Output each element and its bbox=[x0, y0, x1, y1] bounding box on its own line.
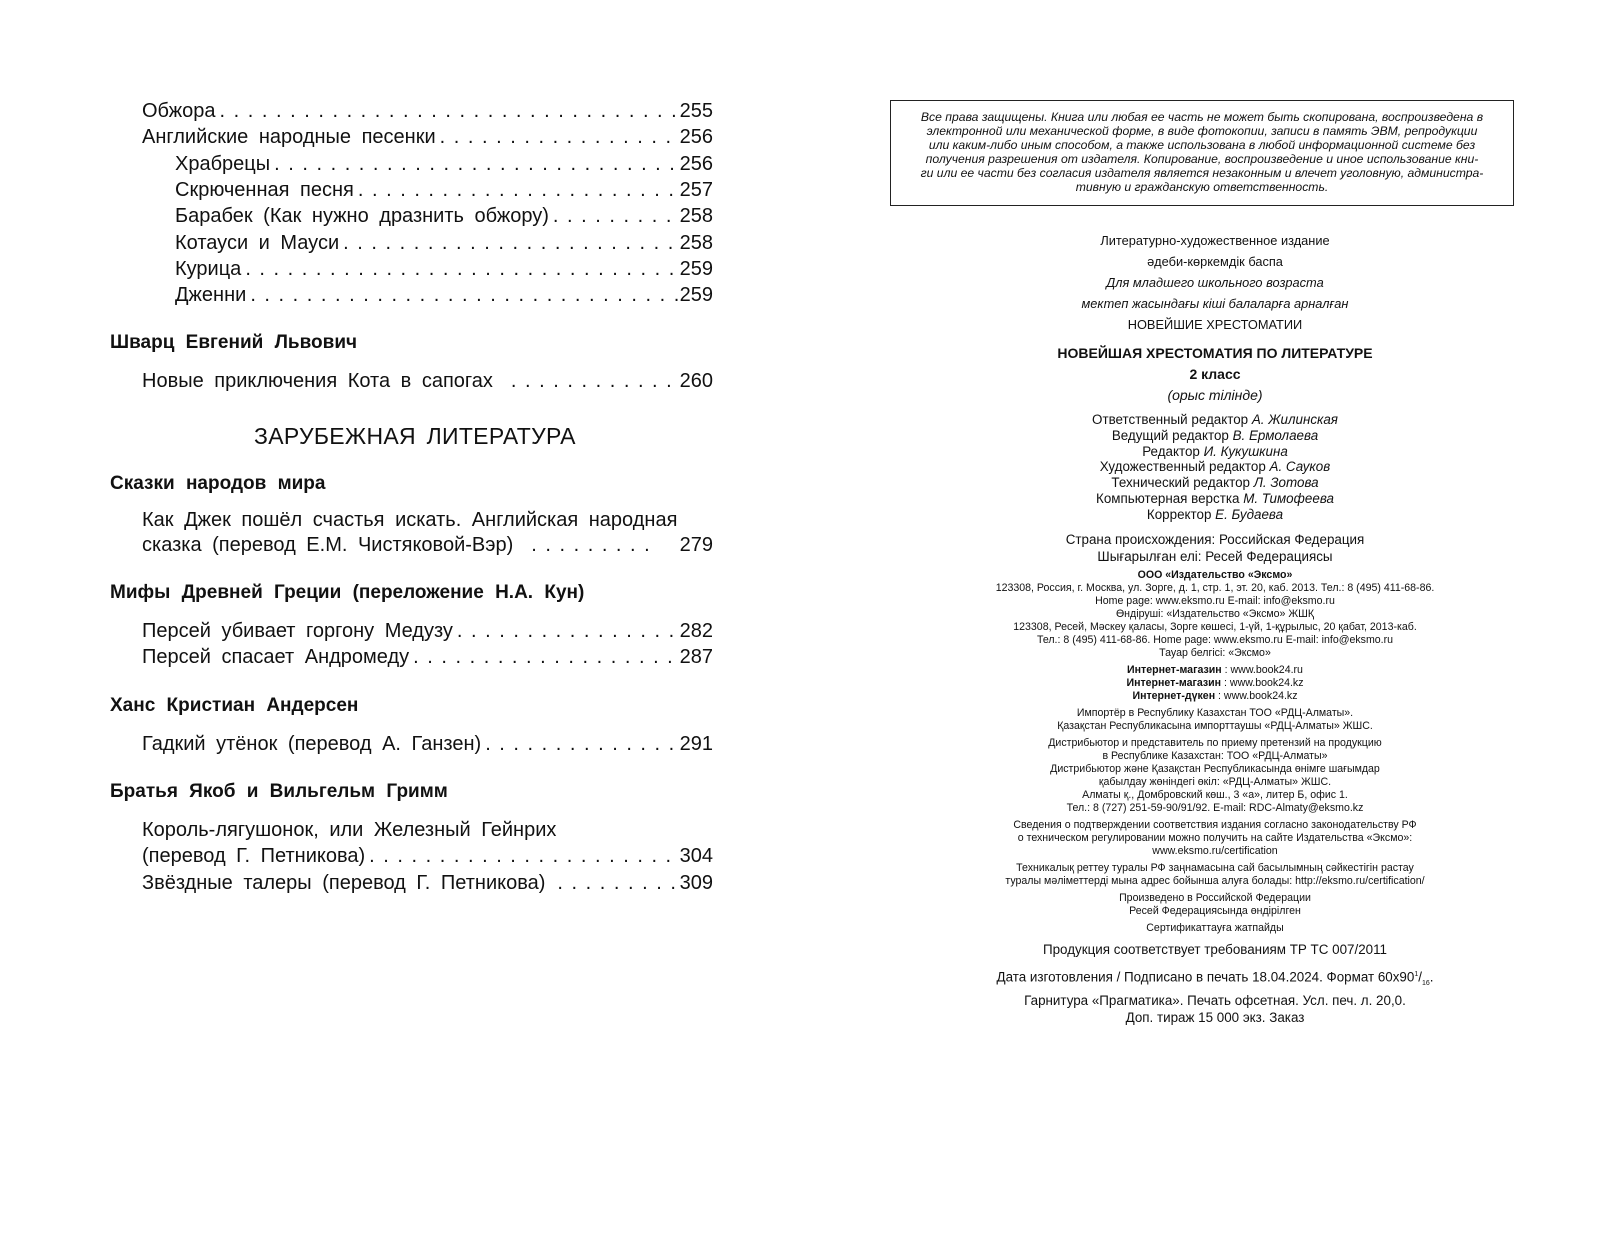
toc-entry-title: Звёздные талеры (перевод Г. Петникова) bbox=[142, 872, 546, 894]
toc-leader bbox=[245, 256, 677, 282]
toc-entry bbox=[175, 177, 713, 203]
copyright-line: тивную и гражданскую ответственность. bbox=[1075, 180, 1329, 194]
toc-entry-title: Котауси и Мауси bbox=[175, 232, 340, 254]
toc-leader bbox=[557, 870, 677, 896]
toc-entry-title: (перевод Г. Петникова) bbox=[142, 845, 366, 867]
toc-entry-title: Обжора bbox=[142, 100, 216, 122]
toc-entry-first-line: Как Джек пошёл счастья искать. Английская народная bbox=[142, 509, 678, 531]
print-line: Доп. тираж 15 000 экз. Заказ bbox=[1125, 1009, 1305, 1025]
toc-entry bbox=[142, 368, 713, 394]
toc-entry-page: 256 bbox=[679, 153, 713, 175]
edition-type: Литературно-художественное издание bbox=[1100, 233, 1330, 248]
toc-entry-page: 258 bbox=[679, 205, 713, 227]
toc-entry-page: 259 bbox=[679, 258, 713, 280]
toc-entry-page: 257 bbox=[679, 179, 713, 201]
print-date-format: Дата изготовления / Подписано в печать 18.04.2024. Формат 60х90 bbox=[996, 969, 1415, 985]
toc-entry bbox=[175, 151, 713, 177]
toc-entry-page: 282 bbox=[679, 620, 713, 642]
toc-leader bbox=[553, 203, 678, 229]
certification-line-kz: туралы мәліметтерді мына адрес бойынша алуға болады: http://eksmo.ru/certification/ bbox=[1005, 874, 1425, 887]
toc-leader bbox=[511, 368, 678, 394]
country-of-origin: Страна происхождения: Российская Федерация bbox=[1065, 531, 1365, 547]
editor-line bbox=[810, 412, 1620, 428]
online-shop-url: : www.book24.kz bbox=[1221, 676, 1304, 689]
distributor-line: қабылдау жөніндегі өкіл: «РДЦ-Алматы» ЖШС. bbox=[1098, 775, 1332, 788]
editor-line bbox=[810, 459, 1620, 475]
editor-name: В. Ермолаева bbox=[1232, 427, 1319, 443]
print-line: Дата изготовления / Подписано в печать 18.04.2024. Формат $60х90^1/_{16}$. bbox=[996, 969, 1434, 987]
toc-entry bbox=[175, 230, 713, 256]
toc-entry bbox=[175, 256, 713, 282]
age-group: Для младшего школьного возраста bbox=[1106, 275, 1324, 290]
toc-leader bbox=[413, 644, 677, 670]
edition-type-kz: әдеби-көркемдік баспа bbox=[1147, 254, 1283, 269]
toc-entry-page: 259 bbox=[679, 284, 713, 306]
online-shop-label: Интернет-магазин bbox=[1127, 663, 1222, 676]
made-in-kz: Ресей Федерациясында өндірілген bbox=[1129, 904, 1301, 917]
print-details bbox=[810, 966, 1620, 1026]
editor-name: М. Тимофеева bbox=[1243, 490, 1334, 506]
online-shop-line bbox=[810, 677, 1620, 690]
editor-name: А. Жилинская bbox=[1251, 412, 1338, 427]
editor-role: Технический редактор bbox=[1111, 475, 1250, 491]
publisher-address-kz: 123308, Ресей, Мәскеу қаласы, Зорге көшесі, 1-үй, 1-құрылыс, 20 қабат, 2013-каб. bbox=[1013, 620, 1417, 633]
country-of-origin-kz: Шығарылған елі: Ресей Федерациясы bbox=[1097, 548, 1333, 564]
toc-entry-page: 258 bbox=[679, 232, 713, 254]
online-shop-line bbox=[810, 690, 1620, 703]
copyright-line: получения разрешения от издателя. Копирование, воспроизведение и иное использование кни- bbox=[925, 152, 1479, 166]
imprint-details bbox=[810, 230, 1620, 1026]
certification-line: о техническом регулировании можно получить на сайте Издательства «Эксмо»: bbox=[1017, 831, 1413, 844]
toc-leader bbox=[250, 282, 677, 308]
grade: 2 класс bbox=[1189, 366, 1241, 382]
certification-line-kz: Техникалық реттеу туралы РФ заңнамасына сай басылымның сәйкестігін растау bbox=[1016, 861, 1414, 874]
toc-entry-title: Барабек (Как нужно дразнить обжору) bbox=[175, 205, 549, 227]
editor-line bbox=[810, 428, 1620, 444]
toc-author-heading: Мифы Древней Греции (переложение Н.А. Кун) bbox=[110, 582, 585, 603]
toc-entry bbox=[175, 203, 713, 229]
online-shop-line bbox=[810, 664, 1620, 677]
editor-line bbox=[810, 444, 1620, 460]
toc-entry-title: Английские народные песенки bbox=[142, 126, 436, 148]
online-shop-url: : www.book24.ru bbox=[1221, 663, 1303, 676]
copyright-line: электронной или механической форме, в виде фотокопии, записи в память ЭВМ, репродукции bbox=[926, 124, 1478, 138]
toc-entry-title: Скрюченная песня bbox=[175, 179, 354, 201]
copyright-notice-box bbox=[890, 100, 1514, 206]
toc-leader bbox=[343, 230, 677, 256]
online-shop-label: Интернет-магазин bbox=[1126, 676, 1222, 689]
toc-author-heading: Братья Якоб и Вильгельм Гримм bbox=[110, 781, 448, 802]
toc-leader bbox=[358, 177, 678, 203]
toc-entry bbox=[142, 618, 713, 644]
toc-entry-title: Дженни bbox=[175, 284, 247, 306]
toc-entry-first-line: Король-лягушонок, или Железный Гейнрих bbox=[142, 819, 557, 841]
online-shop-label: Интернет-дүкен bbox=[1132, 689, 1216, 702]
made-in: Произведено в Российской Федерации bbox=[1119, 891, 1311, 904]
publisher-name: ООО «Издательство «Эксмо» bbox=[1137, 568, 1293, 581]
certification-line: www.eksmo.ru/certification bbox=[1152, 844, 1278, 857]
toc-entry bbox=[142, 644, 713, 670]
format-fraction-denominator: 16 bbox=[1421, 979, 1430, 987]
toc-entry-page: 256 bbox=[679, 126, 713, 148]
publisher-contacts-kz: Тел.: 8 (495) 411-68-86. Home page: www.eksmo.ru E-mail: info@eksmo.ru bbox=[1036, 633, 1394, 646]
distributor-line: в Республике Казахстан: ТОО «РДЦ-Алматы» bbox=[1102, 749, 1328, 762]
toc-entry bbox=[142, 98, 713, 124]
distributor-line: Дистрибьютор және Қазақстан Республикасында өнімге шағымдар bbox=[1050, 762, 1380, 775]
editor-line bbox=[810, 475, 1620, 491]
publisher-kz: Өндіруші: «Издательство «Эксмо» ЖШҚ bbox=[1115, 607, 1315, 620]
toc-entry-page: 304 bbox=[679, 845, 713, 867]
tr-ts-compliance: Продукция соответствует требованиям ТР ТС 007/2011 bbox=[1042, 941, 1387, 957]
toc-entry-page: 291 bbox=[679, 733, 713, 755]
toc-entry-title: Персей спасает Андромеду bbox=[142, 646, 410, 668]
series-name: НОВЕЙШИЕ ХРЕСТОМАТИИ bbox=[1127, 317, 1303, 332]
toc-author-heading: Ханс Кристиан Андерсен bbox=[110, 695, 359, 716]
toc-entry-title: Новые приключения Кота в сапогах bbox=[142, 370, 493, 392]
toc-entry-page: 255 bbox=[679, 100, 713, 122]
certification-line: Сведения о подтверждении соответствия издания согласно законодательству РФ bbox=[1013, 818, 1417, 831]
toc-author-heading: Шварц Евгений Львович bbox=[110, 332, 358, 353]
distributor-line: Дистрибьютор и представитель по приему претензий на продукцию bbox=[1048, 736, 1382, 749]
editor-role: Редактор bbox=[1142, 443, 1200, 459]
toc-leader bbox=[531, 532, 657, 558]
editor-role: Компьютерная верстка bbox=[1096, 490, 1240, 506]
toc-entry bbox=[142, 843, 713, 869]
toc-leader bbox=[485, 731, 677, 757]
almaty-contacts: Тел.: 8 (727) 251-59-90/91/92. E-mail: RDC-Almaty@eksmo.kz bbox=[1066, 801, 1364, 814]
print-line: Гарнитура «Прагматика». Печать офсетная. Усл. печ. л. 20,0. bbox=[1024, 992, 1406, 1008]
importer: Импортёр в Республику Казахстан ТОО «РДЦ-Алматы». bbox=[1076, 706, 1354, 719]
toc-entry-page: 309 bbox=[679, 872, 713, 894]
copyright-line: или каким-либо иным способом, а также использована в любой информационной системе без bbox=[928, 138, 1476, 152]
toc-entry-page: 287 bbox=[679, 646, 713, 668]
publisher-web: Home page: www.eksmo.ru E-mail: info@eksmo.ru bbox=[1095, 594, 1335, 607]
editor-role: Корректор bbox=[1146, 506, 1212, 522]
imprint-page bbox=[810, 0, 1620, 1258]
toc-entry-page: 260 bbox=[679, 370, 713, 392]
toc-leader bbox=[440, 124, 678, 150]
publisher-address: 123308, Россия, г. Москва, ул. Зорге, д. 1, стр. 1, эт. 20, каб. 2013. Тел.: 8 (495) 411-68-86. bbox=[995, 581, 1435, 594]
toc-author-heading: Сказки народов мира bbox=[110, 473, 326, 494]
publisher-block bbox=[810, 569, 1620, 935]
age-group-kz: мектеп жасындағы кіші балаларға арналған bbox=[1081, 296, 1349, 311]
toc-leader bbox=[457, 618, 678, 644]
toc-entry bbox=[142, 731, 713, 757]
toc-entry-title: Гадкий утёнок (перевод А. Ганзен) bbox=[142, 733, 482, 755]
toc-entry-title: Курица bbox=[175, 258, 242, 280]
toc-leader bbox=[220, 98, 678, 124]
almaty-address: Алматы қ., Домбровский көш., 3 «а», литер Б, офис 1. bbox=[1082, 788, 1348, 801]
language-note: (орыс тілінде) bbox=[1167, 387, 1263, 403]
toc-entry-title: Персей убивает горгону Медузу bbox=[142, 620, 453, 642]
toc-entry bbox=[142, 870, 713, 896]
toc-entry bbox=[142, 124, 713, 150]
editor-role: Ответственный редактор bbox=[1092, 412, 1249, 427]
toc-section-title: ЗАРУБЕЖНАЯ ЛИТЕРАТУРА bbox=[254, 423, 576, 449]
editor-line bbox=[810, 507, 1620, 523]
editor-name: Е. Будаева bbox=[1215, 506, 1284, 522]
format-fraction-numerator: 1 bbox=[1414, 970, 1419, 978]
editors-list bbox=[810, 412, 1620, 523]
toc-entry bbox=[142, 532, 713, 558]
copyright-line: Все права защищены. Книга или любая ее часть не может быть скопирована, воспроизведена в bbox=[920, 110, 1484, 124]
toc-leader bbox=[369, 843, 677, 869]
toc-entry-page: 279 bbox=[679, 534, 713, 556]
toc-entry-title: сказка (перевод Е.М. Чистяковой-Вэр) bbox=[142, 534, 514, 556]
editor-line bbox=[810, 491, 1620, 507]
book-title: НОВЕЙШАЯ ХРЕСТОМАТИЯ ПО ЛИТЕРАТУРЕ bbox=[1057, 345, 1373, 361]
trademark-kz: Тауар белгісі: «Эксмо» bbox=[1159, 646, 1271, 659]
toc-entry-title: Храбрецы bbox=[175, 153, 271, 175]
copyright-line: ги или ее части без согласия издателя является незаконным и влечет уголовную, администра- bbox=[920, 166, 1484, 180]
toc-leader bbox=[274, 151, 678, 177]
online-shop-url: : www.book24.kz bbox=[1215, 689, 1298, 702]
editor-role: Ведущий редактор bbox=[1111, 427, 1229, 443]
toc-entry bbox=[175, 282, 713, 308]
editor-name: А. Сауков bbox=[1269, 459, 1331, 475]
editor-name: И. Кукушкина bbox=[1203, 443, 1288, 459]
editor-name: Л. Зотова bbox=[1253, 475, 1319, 491]
no-certification-kz: Сертификаттауға жатпайды bbox=[1146, 921, 1284, 934]
importer-kz: Қазақстан Республикасына импорттаушы «РДЦ-Алматы» ЖШС. bbox=[1057, 719, 1373, 732]
editor-role: Художественный редактор bbox=[1099, 459, 1266, 475]
